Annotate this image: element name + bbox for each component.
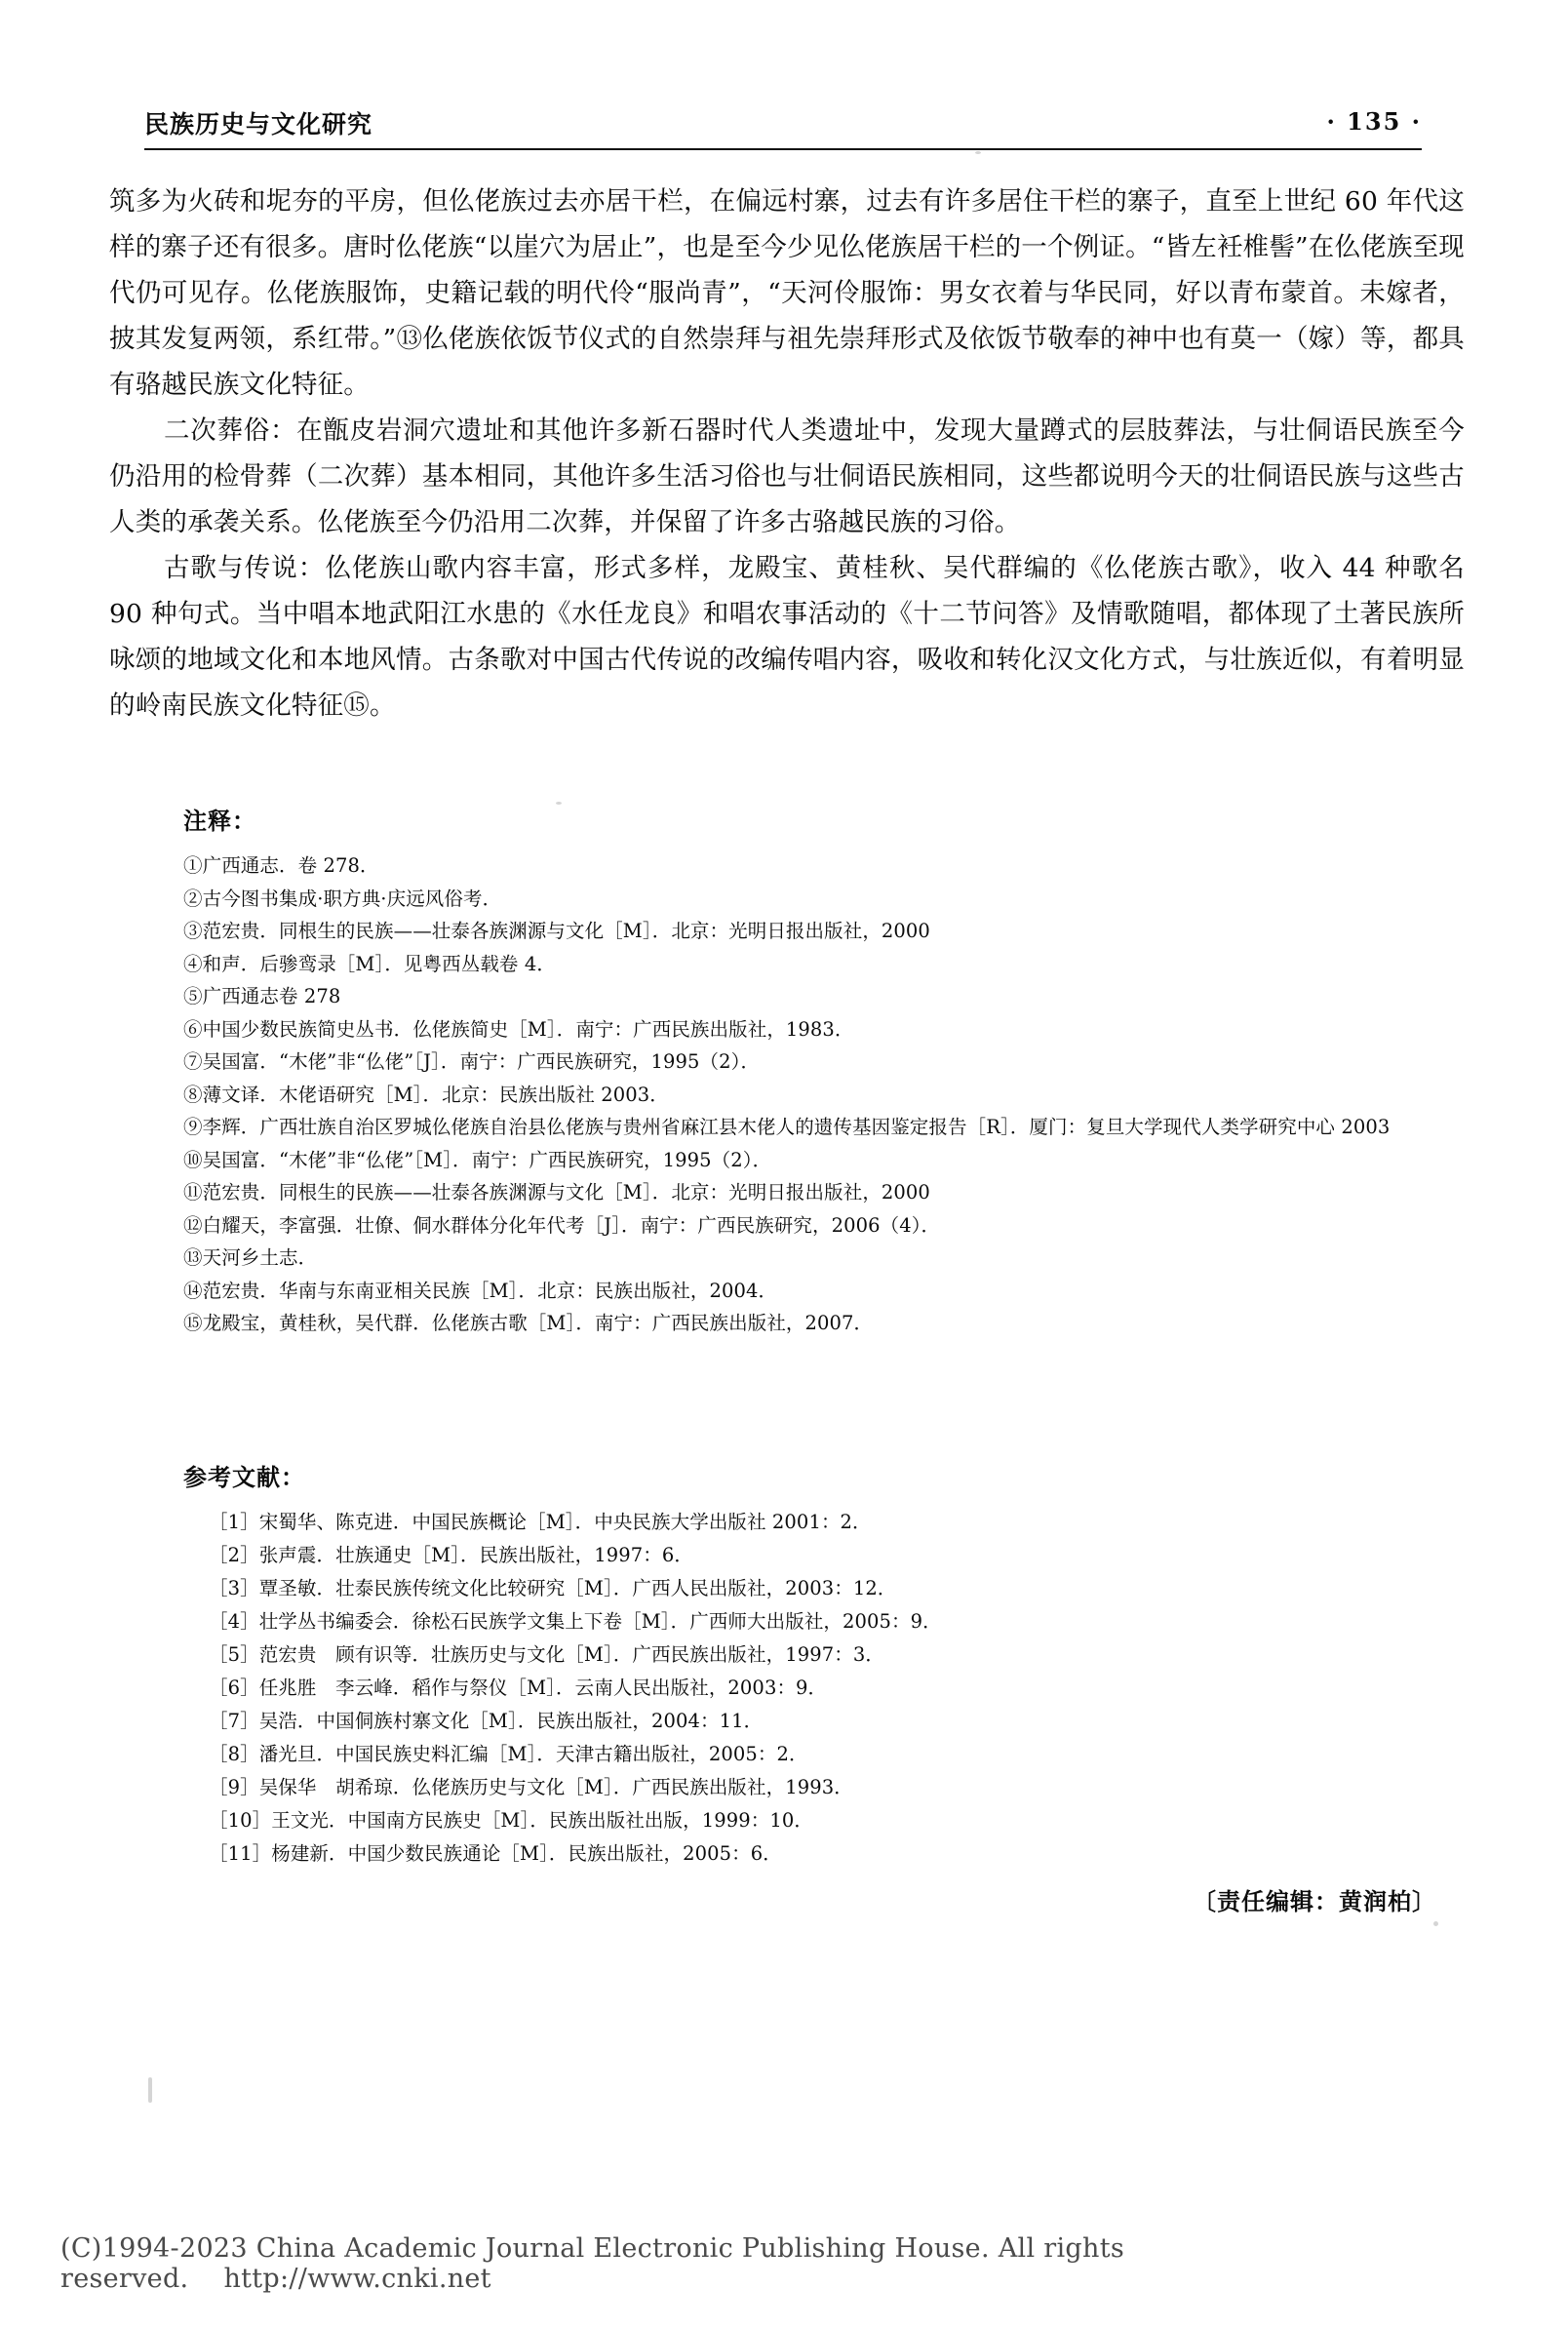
note-item: ⑮龙殿宝，黄桂秋，吴代群．仫佬族古歌［M］．南宁：广西民族出版社，2007． [183, 1312, 874, 1334]
scan-speck [975, 151, 981, 154]
reference-item: ［3］覃圣敏．壮泰民族传统文化比较研究［M］．广西人民出版社，2003：12． [209, 1577, 897, 1599]
note-item: ①广西通志．卷 278． [183, 854, 379, 877]
note-item: ⑤广西通志卷 278 [183, 985, 341, 1007]
references-heading: 参考文献： [183, 1463, 305, 1491]
reference-item: ［1］宋蜀华、陈克进．中国民族概论［M］．中央民族大学出版社 2001：2． [209, 1511, 872, 1533]
note-item: ⑩吴国富．“木佬”非“仫佬”［M］．南宁：广西民族研究，1995（2）． [183, 1148, 772, 1171]
note-item: ⑦吴国富．“木佬”非“仫佬”［J］．南宁：广西民族研究，1995（2）． [183, 1050, 761, 1073]
note-item: ⑧薄文译．木佬语研究［M］．北京：民族出版社 2003． [183, 1083, 669, 1106]
reference-item: ［8］潘光旦．中国民族史料汇编［M］．天津古籍出版社，2005：2． [209, 1743, 808, 1765]
reference-item: ［4］壮学丛书编委会．徐松石民族学文集上下卷［M］．广西师大出版社，2005：9． [209, 1610, 942, 1633]
reference-item: ［7］吴浩．中国侗族村寨文化［M］．民族出版社，2004：11． [209, 1710, 764, 1732]
scan-speck [556, 802, 562, 805]
reference-item: ［2］张声震．壮族通史［M］．民族出版社，1997：6． [209, 1544, 693, 1566]
body-paragraph-2: 二次葬俗：在甑皮岩洞穴遗址和其他许多新石器时代人类遗址中，发现大量蹲式的层肢葬法，与壮侗语民族至今仍沿用的检骨葬（二次葬）基本相同，其他许多生活习俗也与壮侗语民族相同，这些都说明今天的壮侗语民族与这些古人类的承袭关系。仫佬族至今仍沿用二次葬，并保留了许多古骆越民族的习俗。 [109, 415, 1465, 537]
note-item: ④和声．后骖鸾录［M］．见粤西丛载卷 4． [183, 952, 556, 975]
footer-copyright [60, 2233, 1513, 2294]
notes-heading: 注释： [183, 807, 256, 835]
scan-speck [1433, 1921, 1438, 1926]
header-title: 民族历史与文化研究 [144, 110, 373, 138]
header-divider [144, 148, 1422, 150]
note-item: ⑨李辉．广西壮族自治区罗城仫佬族自治县仫佬族与贵州省麻江县木佬人的遗传基因鉴定报告［R］．厦门：复旦大学现代人类学研究中心 2003 [183, 1116, 1391, 1138]
notes-section [183, 802, 1441, 1340]
reference-item: ［10］王文光．中国南方民族史［M］．民族出版社出版，1999：10． [209, 1809, 813, 1832]
reference-item: ［6］任兆胜 李云峰．稻作与祭仪［M］．云南人民出版社，2003：9． [209, 1677, 828, 1699]
note-item: ⑬天河乡土志． [183, 1246, 318, 1269]
reference-item: ［9］吴保华 胡希琼．仫佬族历史与文化［M］．广西民族出版社，1993． [209, 1776, 853, 1798]
scan-speck [148, 2077, 152, 2103]
page-number: · 135 · [1326, 107, 1422, 136]
page-header [144, 105, 1422, 152]
body-paragraph-3: 古歌与传说：仫佬族山歌内容丰富，形式多样，龙殿宝、黄桂秋、吴代群编的《仫佬族古歌》，收入 44 种歌名 90 种句式。当中唱本地武阳江水患的《水任龙良》和唱农事活动的《十二节问答》及情歌随唱，都体现了土著民族所咏颂的地域文化和本地风情。古条歌对中国古代传说的改编传唱内容，吸收和转化汉文化方式，与壮族近似，有着明显的岭南民族文化特征⑮。 [109, 553, 1465, 721]
responsible-editor: 〔责任编辑：黄润柏〕 [1193, 1887, 1436, 1915]
note-item: ⑪范宏贵．同根生的民族——壮泰各族渊源与文化［M］．北京：光明日报出版社，2000 [183, 1181, 930, 1203]
note-item: ②古今图书集成·职方典·庆远风俗考． [183, 887, 502, 910]
body-text [109, 178, 1465, 729]
reference-item: ［11］杨建新．中国少数民族通论［M］．民族出版社，2005：6． [209, 1842, 782, 1865]
note-item: ⑥中国少数民族简史丛书．仫佬族简史［M］．南宁：广西民族出版社，1983． [183, 1017, 854, 1041]
body-paragraph-1: 筑多为火砖和坭夯的平房，但仫佬族过去亦居干栏，在偏远村寨，过去有许多居住干栏的寨子，直至上世纪 60 年代这样的寨子还有很多。唐时仫佬族“以崖穴为居止”，也是至今少见仫佬族居干栏的一个例证。“皆左衽椎髻”在仫佬族至现代仍可见存。仫佬族服饰，史籍记载的明代伶“服尚青”，“天河伶服饰：男女衣着与华民同，好以青布蒙首。未嫁者，披其发复两领，系红带。”⑬仫佬族依饭节仪式的自然崇拜与祖先崇拜形式及依饭节敬奉的神中也有莫一（嫁）等，都具有骆越民族文化特征。 [109, 186, 1465, 400]
references-section [183, 1458, 1441, 1871]
cnki-url: http://www.cnki.net [223, 2264, 491, 2294]
copyright-text: (C)1994-2023 China Academic Journal Electronic Publishing House. All rights reserved. [60, 2233, 1125, 2294]
note-item: ③范宏贵．同根生的民族——壮泰各族渊源与文化［M］．北京：光明日报出版社，2000 [183, 920, 930, 942]
note-item: ⑭范宏贵．华南与东南亚相关民族［M］．北京：民族出版社，2004． [183, 1279, 778, 1302]
note-item: ⑫白耀天，李富强．壮僚、侗水群体分化年代考［J］．南宁：广西民族研究，2006（4）． [183, 1213, 941, 1237]
reference-item: ［5］范宏贵 顾有识等．壮族历史与文化［M］．广西民族出版社，1997：3． [209, 1643, 884, 1666]
